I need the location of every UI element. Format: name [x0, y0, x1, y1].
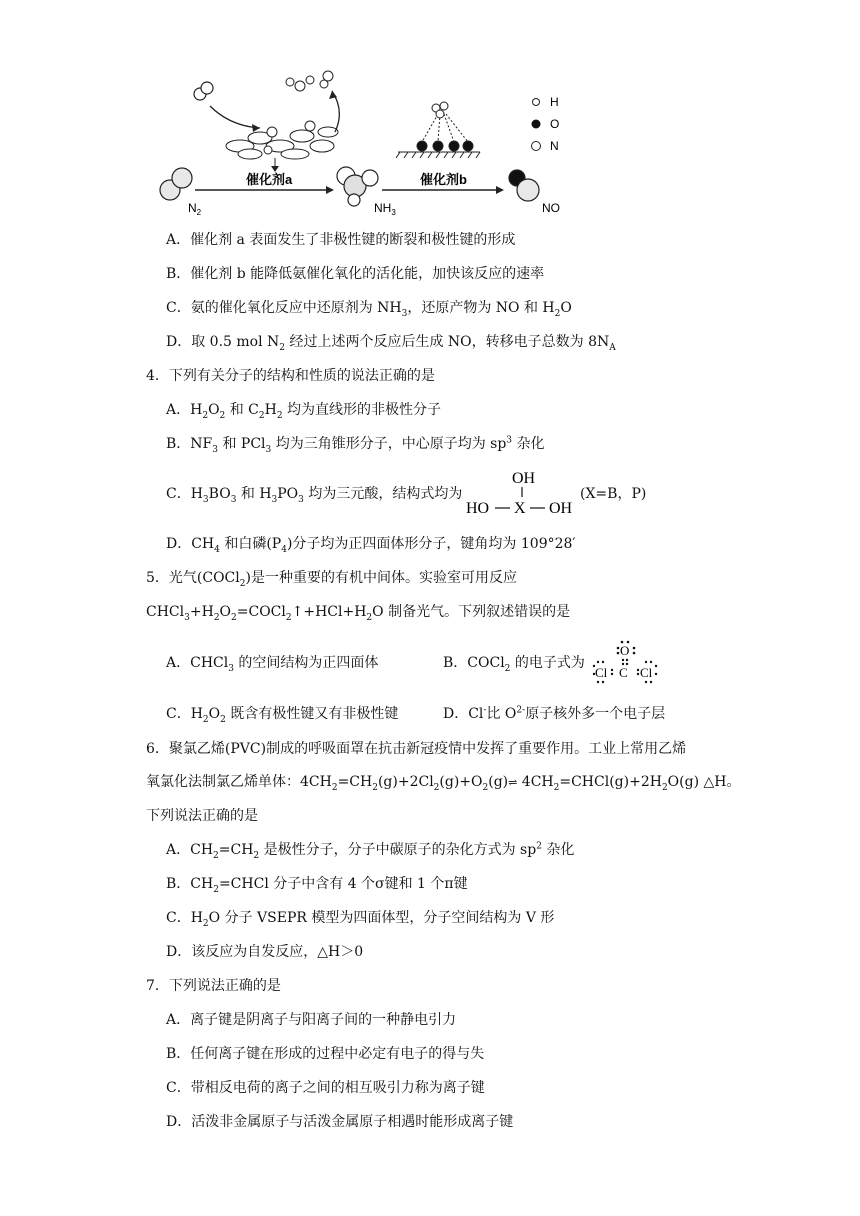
incoming-molecule-icon [194, 82, 213, 100]
outgoing-molecule-icon [286, 71, 333, 91]
catalyst-b-label: 催化剂b [420, 172, 467, 187]
legend-n-label: N [550, 139, 559, 153]
n2-label: $N_2$ [188, 201, 202, 217]
lewis-cl-left: Cl [595, 665, 608, 680]
no-label: NO [542, 201, 560, 215]
q3-option-b: B．催化剂 b 能降低氨催化氧化的活化能，加快该反应的速率 [166, 266, 545, 282]
q5-option-b: B．COCl$_2$ 的电子式为 [443, 655, 585, 674]
q6-stem-line2: 氧氯化法制氯乙烯单体：$4CH_2=CH_2(g)+2Cl_2(g)+O_2(g)\rightleftharpoons$ $4CH_2=CHCl(g)+2H_2O(g)$ △H。 [146, 774, 741, 793]
q6-stem-line3: 下列说法正确的是 [146, 808, 258, 824]
q4-option-d: D．$CH_4$ 和白磷$(P_4)$分子均为正四面体形分子，键角均为 109°28′ [166, 536, 576, 555]
lewis-o: O [620, 643, 630, 658]
q6-option-d: D．该反应为自发反应，△H＞0 [166, 944, 364, 960]
q4-option-c-tail: (X=B，P) [580, 486, 647, 502]
q3-option-d: D．取 0.5 mol $N_2$ 经过上述两个反应后生成 NO，转移电子总数为 $8N_A$ [166, 334, 616, 353]
hydrogen-legend-icon [533, 99, 540, 106]
n2-molecule-icon [160, 168, 192, 200]
oxygen-legend-icon [532, 120, 541, 129]
q5-option-c: C．$H_2O_2$ 既含有极性键又有非极性键 [166, 706, 399, 725]
struct-x: X [514, 500, 526, 517]
lewis-cl-right: Cl [640, 665, 653, 680]
struct-oh-right: OH [549, 500, 573, 517]
q7-stem: 7．下列说法正确的是 [146, 978, 281, 994]
q7-option-c: C．带相反电荷的离子之间的相互吸引力称为离子键 [166, 1080, 485, 1096]
q7-option-d: D．活泼非金属原子与活泼金属原子相遇时能形成离子键 [166, 1114, 514, 1130]
struct-oh-top: OH [512, 470, 536, 487]
catalytic-reaction-diagram [150, 66, 590, 222]
legend-h-label: H [550, 95, 559, 109]
cocl2-electron-formula [590, 640, 660, 686]
q7-option-a: A．离子键是阴离子与阳离子间的一种静电引力 [166, 1012, 457, 1028]
q4-stem: 4．下列有关分子的结构和性质的说法正确的是 [146, 368, 435, 384]
q3-option-c: C．氨的催化氧化反应中还原剂为 $NH_3$，还原产物为 NO 和 $H_2O$ [166, 300, 572, 319]
q6-stem-line1: 6．聚氯乙烯(PVC)制成的呼吸面罩在抗击新冠疫情中发挥了重要作用。工业上常用乙烯 [146, 741, 687, 757]
q4-option-c: C．$H_3BO_3$ 和 $H_3PO_3$ 均为三元酸，结构式均为 [166, 486, 463, 505]
atom-legend [530, 92, 590, 222]
q3-option-a: A．催化剂 a 表面发生了非极性键的断裂和极性键的形成 [166, 232, 516, 248]
q6-option-a: A．$CH_2=CH_2$ 是极性分子，分子中碳原子的杂化方式为 $sp^2$ 杂化 [166, 841, 575, 861]
q4-option-b: B．$NF_3$ 和 PCl$_3$ 均为三角锥形分子，中心原子均为 $sp^3$ 杂化 [166, 435, 545, 455]
nitrogen-legend-icon [532, 142, 541, 151]
legend-o-label: O [550, 117, 560, 131]
q4-option-a: A．$H_2O_2$ 和 $C_2H_2$ 均为直线形的非极性分子 [166, 402, 442, 421]
lewis-c: C [619, 665, 628, 680]
q4-structural-formula [466, 466, 578, 520]
q6-option-b: B．$CH_2=CHCl$ 分子中含有 4 个σ键和 1 个π键 [166, 876, 468, 895]
struct-ho-left: HO [466, 500, 490, 517]
catalyst-a-surface-icon [226, 121, 338, 159]
q6-option-c: C．$H_2O$ 分子 VSEPR 模型为四面体型，分子空间结构为 V 形 [166, 910, 555, 929]
q5-stem-line1: 5．光气(COCl$_2$)是一种重要的有机中间体。实验室可用反应 [146, 570, 517, 589]
q7-option-b: B．任何离子键在形成的过程中必定有电子的得与失 [166, 1046, 485, 1062]
catalyst-a-label: 催化剂a [246, 172, 293, 187]
nh3-molecule-icon [337, 167, 378, 206]
q5-option-a: A．CHCl$_3$ 的空间结构为正四面体 [166, 655, 379, 674]
q5-stem-line2: $CHCl_3+H_2O_2=COCl_2↑+HCl+H_2O$ 制备光气。下列叙述错误的是 [146, 604, 571, 623]
catalyst-b-surface-icon [396, 102, 480, 158]
q5-option-d: D．Cl-比 $O^{2-}$原子核外多一个电子层 [443, 705, 666, 722]
nh3-label: $NH_3$ [374, 201, 396, 217]
